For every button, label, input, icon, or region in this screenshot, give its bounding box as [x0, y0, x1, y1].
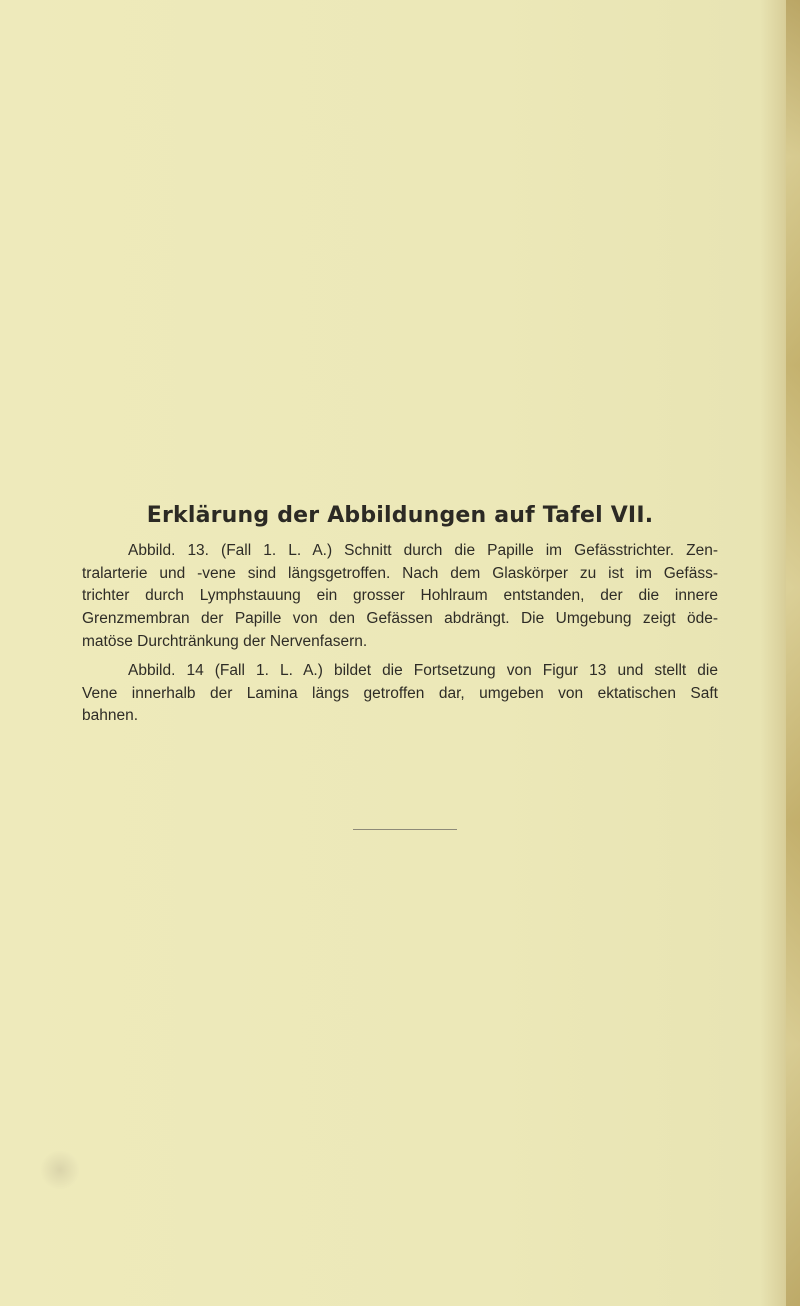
paragraph-line: Grenzmembran der Papille von den Gefässen abdrängt. Die Umgebung zeigt öde-: [82, 610, 718, 628]
paragraph-line: trichter durch Lymphstauung ein grosser Hohlraum entstanden, der die innere: [82, 587, 718, 605]
paragraph-line: tralarterie und -vene sind längsgetroffen. Nach dem Glaskörper zu ist im Gefäss-: [82, 564, 718, 582]
paragraph-line: bahnen.: [82, 707, 139, 725]
paragraph-line: Vene innerhalb der Lamina längs getroffen dar, umgeben von ektatischen Saft: [82, 684, 718, 702]
paragraph-line: Abbild. 14 (Fall 1. L. A.) bildet die Fortsetzung von Figur 13 und stellt die: [128, 662, 718, 679]
paragraph-abbild-13: [82, 540, 718, 654]
paragraph-line: Abbild. 13. (Fall 1. L. A.) Schnitt durch die Papille im Gefässtrichter. Zen-: [128, 542, 718, 559]
page-edge: [786, 0, 800, 1306]
paragraph-line: matöse Durchtränkung der Nervenfasern.: [82, 632, 368, 650]
divider-rule: [353, 829, 457, 830]
paragraph-abbild-14: [82, 660, 718, 728]
page-title: Erklärung der Abbildungen auf Tafel VII.: [146, 503, 654, 528]
paper-stain: [40, 1150, 80, 1190]
